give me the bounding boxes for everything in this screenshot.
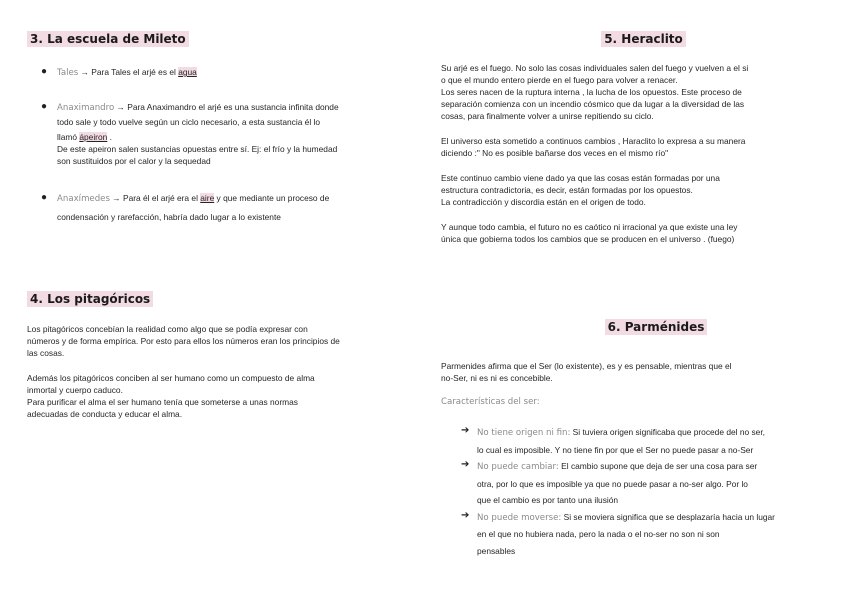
highlight-term: aire <box>200 193 215 203</box>
paragraph: Este continuo cambio viene dado ya que las cosas están formadas por una estructura contradictoria, es decir, están formadas por los opuestos. La contradicción y discordia están en el origen de todo. <box>441 173 720 207</box>
list-item-anaximedes: ● Anaxímedes → Para él el arjé era el aire y que mediante un proceso de condensación y rarefacción, habría dado lugar a lo existente <box>27 189 412 226</box>
paragraph: Parmenides afirma que el Ser (lo existente), es y es pensable, mientras que el no-Ser, ni es ni es concebible. <box>441 361 732 383</box>
arrow-right-icon: ➔ <box>461 425 470 436</box>
philosopher-name: Anaximandro <box>57 103 115 113</box>
highlight-term: agua <box>178 67 197 77</box>
arrow-right-icon: ➔ <box>461 459 470 470</box>
list-item: ➔ No puede moverse: Si se moviera significa que se desplazaría hacia un lugar en el que no hubiera nada, pero la nada o el no-ser no son ni son pensables <box>461 509 775 556</box>
section-title: 5. Heraclito <box>601 31 686 47</box>
list-item-tales: ● Tales → Para Tales el arjé es el agua <box>41 66 197 78</box>
bullet-icon: ● <box>41 66 48 77</box>
philosopher-name: Anaxímedes <box>57 194 110 204</box>
section-parmenides <box>441 318 831 559</box>
paragraph: Y aunque todo cambia, el futuro no es caótico ni irracional ya que existe una ley única que gobierna todos los cambios que se producen en el universo . (fuego) <box>441 222 738 244</box>
section-title: 3. La escuela de Mileto <box>27 31 189 47</box>
section-title: 6. Parménides <box>605 319 708 335</box>
paragraph: Los pitagóricos concebían la realidad como algo que se podía expresar con números y de forma empírica. Por esto para ellos los números eran los principios de las cosas. <box>27 324 340 358</box>
philosopher-name: Tales <box>57 68 79 78</box>
section-pitagoricos <box>27 290 412 420</box>
bullet-icon: ● <box>41 192 48 203</box>
arrow-glyph: → <box>80 67 89 77</box>
arrow-glyph: → <box>112 193 121 203</box>
arrow-right-icon: ➔ <box>461 509 470 521</box>
arrow-glyph: → <box>116 102 125 112</box>
highlight-term: ápeiron <box>79 132 108 142</box>
paragraph: Su arjé es el fuego. No solo las cosas individuales salen del fuego y vuelven a el si o que el mundo entero pierde en el fuego para volver a renacer. Los seres nacen de la ruptura interna , la lucha de los opuestos. Este proceso de separación comienza con un incendio cósmico que da lugar a la diversidad de las cosas, para finalmente volver a unirse repitiendo su ciclo. <box>441 63 749 121</box>
section-heraclito <box>441 30 826 245</box>
subheading: Características del ser: <box>441 397 540 407</box>
section-mileto <box>27 30 412 226</box>
paragraph: Además los pitagóricos conciben al ser humano como un compuesto de alma inmortal y cuerpo caduco. Para purificar el alma el ser humano tenía que someterse a unas normas adecuadas de conducta y educar el alma. <box>27 373 315 419</box>
section-title: 4. Los pitagóricos <box>27 291 153 307</box>
bullet-icon: ● <box>41 101 48 112</box>
list-item: ➔ No tiene origen ni fin: Si tuviera origen significaba que procede del no ser, lo cual es imposible. Y no tiene fin por que el Ser no puede pasar a no-Ser <box>461 425 765 455</box>
paragraph: El universo esta sometido a continuos cambios , Haraclito lo expresa a su manera diciendo :" No es posible bañarse dos veces en el mismo río" <box>441 136 746 158</box>
list-item-anaximandro: ● Anaximandro → Para Anaximandro el arjé es una sustancia infinita donde todo sale y todo vuelve según un ciclo necesario, a esta sustancia él lo llamó ápeiron . De este apeiron salen sustancias opuestas entre sí. Ej: el frío y la humedad son sustituidos por el calor y la sequedad <box>41 101 339 166</box>
list-item: ➔ No puede cambiar: El cambio supone que deja de ser una cosa para ser otra, por lo que es imposible ya que no puede pasar a no-ser algo. Por lo que el cambio es por tanto una ilusión <box>461 459 758 505</box>
characteristics-list <box>441 424 831 559</box>
